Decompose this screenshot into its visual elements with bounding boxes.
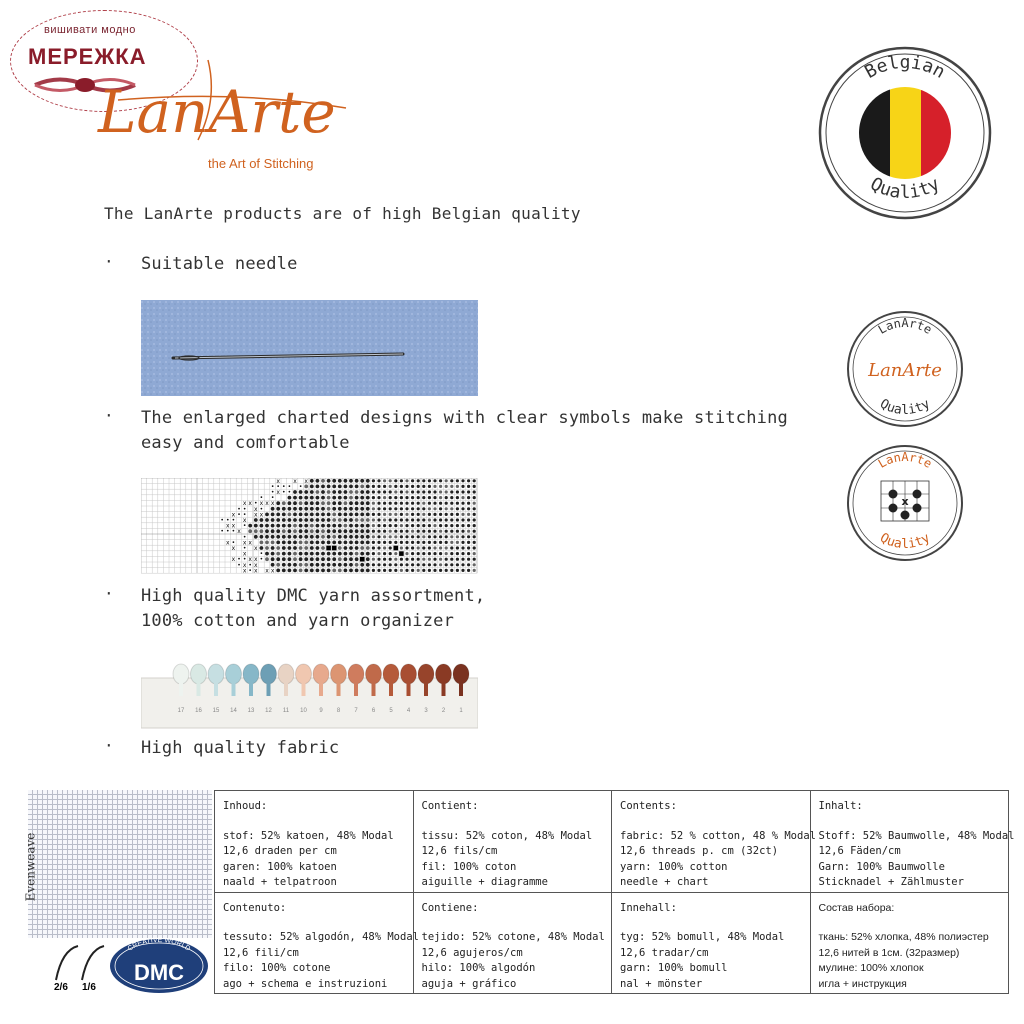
svg-text:x: x [242, 517, 247, 524]
cell-line: fil: 100% coton [421, 860, 517, 873]
cell-line: garn: 100% bomull [620, 962, 728, 974]
intro-heading: The LanArte products are of high Belgian quality [104, 204, 581, 223]
svg-text:•: • [220, 528, 224, 536]
svg-text:x: x [304, 478, 308, 485]
organizer-slot-number: 1 [459, 708, 463, 714]
svg-text:x: x [248, 556, 252, 564]
contents-cell-sv [612, 892, 811, 994]
svg-text:x: x [254, 567, 258, 575]
cell-line: yarn: 100% cotton [620, 860, 728, 873]
organizer-slot-number: 4 [406, 708, 411, 714]
merezhka-tagline: вишивати модно [44, 24, 136, 36]
badge-top-text: Belgian [861, 52, 949, 83]
organizer-slot-number: 3 [424, 708, 428, 714]
svg-text:x: x [276, 478, 280, 485]
contents-cell-nl [215, 791, 414, 893]
organizer-slot-number: 6 [371, 708, 376, 714]
bullet-3-text [141, 584, 485, 634]
bullet-marker: · [104, 584, 114, 603]
svg-text:x: x [242, 500, 247, 508]
cell-line: 12,6 threads p. cm (32ct) [620, 845, 779, 857]
svg-text:•: • [287, 489, 292, 496]
svg-text:•: • [226, 517, 230, 524]
dmc-name: DMC [133, 960, 185, 985]
lanarte-script: LanArte [98, 78, 336, 146]
cell-title: Состав набора: [818, 901, 895, 914]
svg-text:x: x [259, 511, 264, 519]
svg-text:•: • [242, 533, 247, 541]
svg-text:•: • [237, 561, 241, 569]
cell-title: Contents: [620, 800, 677, 812]
cell-line: nal + mönster [620, 977, 703, 990]
cell-title: Innehall: [620, 901, 677, 914]
svg-text:•: • [237, 505, 241, 513]
yarn-organizer-photo [141, 660, 478, 730]
bullet-marker: · [104, 406, 114, 425]
lanarte-chart-quality-stamp [846, 444, 964, 562]
svg-text:•: • [298, 483, 303, 491]
svg-text:•: • [242, 556, 247, 564]
svg-text:•: • [254, 500, 258, 508]
cell-line: aiguille + diagramme [421, 876, 548, 888]
svg-text:•: • [242, 505, 247, 513]
cell-line: tessuto: 52% algodón, 48% Modal [223, 931, 419, 943]
needle-size-icons [52, 940, 108, 992]
contents-cell-de [810, 791, 1015, 893]
svg-text:•: • [248, 567, 252, 575]
needle-size-label: 2/6 [54, 982, 68, 992]
cell-title: Contenuto: [223, 901, 287, 914]
evenweave-fabric-swatch [28, 790, 212, 938]
svg-text:•: • [270, 483, 275, 491]
table-row [215, 892, 1009, 994]
svg-text:x: x [254, 556, 258, 564]
belgian-quality-badge [818, 46, 992, 220]
cell-line: filo: 100% cotone [223, 962, 331, 974]
bullet-line: High quality DMC yarn assortment, [141, 586, 486, 606]
stamp-center-logo: LanArte [868, 360, 942, 381]
table-row [215, 791, 1009, 893]
needle-size-label: 1/6 [82, 982, 96, 992]
stamp-top-text: LanArte [875, 316, 935, 337]
cell-line: игла + инструкция [818, 977, 907, 990]
svg-text:x: x [237, 528, 241, 536]
cell-title: Contient: [421, 800, 479, 812]
bullet-2-text [141, 406, 788, 456]
lanarte-logo [88, 40, 358, 160]
cell-line: Garn: 100% Baumwolle [818, 860, 945, 873]
stitch-grid-icon [881, 481, 929, 521]
needle-icon [56, 946, 78, 980]
contents-cell-it [215, 892, 419, 994]
svg-text:•: • [231, 528, 236, 536]
bullet-4-text [141, 736, 339, 761]
svg-text:•: • [259, 550, 264, 558]
cell-line: Sticknadel + Zählmuster [818, 876, 964, 888]
dmc-logo [108, 932, 210, 994]
svg-text:x: x [242, 561, 247, 569]
svg-text:x: x [254, 561, 258, 569]
svg-text:x: x [242, 550, 247, 558]
svg-text:x: x [901, 495, 909, 508]
svg-text:x: x [265, 567, 269, 575]
svg-text:•: • [287, 483, 292, 491]
contents-table [214, 790, 1015, 994]
cell-line: aguja + gráfico [421, 977, 517, 990]
bullet-line: High quality fabric [141, 738, 340, 758]
svg-text:•: • [270, 494, 275, 502]
cell-title: Inhoud: [223, 800, 268, 812]
cell-line: Stoff: 52% Baumwolle, 48% Modal [818, 829, 1015, 842]
cell-line: 12,6 tradar/cm [620, 946, 709, 959]
needle-icon [82, 946, 104, 980]
cell-line: 12,6 Fäden/cm [818, 845, 901, 857]
svg-text:•: • [259, 505, 264, 513]
cell-line: tejido: 52% cotone, 48% Modal [421, 931, 605, 943]
cell-line: naald + telpatroon [223, 876, 337, 888]
svg-text:x: x [270, 567, 275, 575]
svg-text:•: • [276, 483, 280, 491]
svg-text:x: x [276, 489, 280, 496]
svg-text:•: • [282, 483, 286, 491]
svg-text:•: • [248, 561, 252, 569]
cross-stitch-chart-sample [141, 478, 481, 578]
svg-text:x: x [248, 500, 252, 508]
svg-text:•: • [220, 517, 224, 524]
organizer-slot-number: 16 [195, 708, 202, 714]
bullet-3 [104, 584, 114, 603]
organizer-slot-number: 15 [212, 708, 220, 714]
svg-text:x: x [231, 556, 236, 564]
organizer-slot-number: 7 [354, 708, 358, 714]
cell-line: 12,6 нитей в 1см. (32размер) [818, 946, 960, 959]
svg-text:x: x [231, 545, 236, 552]
svg-text:•: • [259, 494, 264, 502]
cell-line: ткань: 52% хлопка, 48% полиэстер [818, 931, 989, 943]
cell-line: 12,6 draden per cm [223, 845, 337, 857]
contents-cell-es [413, 892, 612, 994]
bullet-line: 100% cotton and yarn organizer [141, 611, 455, 631]
stamp-top-text: LanArte [875, 450, 935, 471]
svg-text:•: • [259, 556, 264, 564]
bullet-line: Suitable needle [141, 254, 298, 274]
svg-text:x: x [259, 500, 264, 508]
needle-photo [141, 300, 478, 396]
svg-text:•: • [242, 511, 247, 519]
dmc-ring-text: CREATIVE WORLD [126, 936, 192, 953]
svg-text:•: • [231, 517, 236, 524]
organizer-slot-number: 11 [282, 708, 290, 714]
bullet-2 [104, 406, 114, 425]
cell-line: garen: 100% katoen [223, 860, 337, 873]
stamp-bottom-text: Quality [877, 396, 933, 418]
contents-cell-ru [810, 892, 1009, 994]
cell-title: Contiene: [421, 901, 479, 914]
svg-text:x: x [254, 511, 258, 519]
organizer-slot-number: 12 [265, 708, 272, 714]
organizer-slot-number: 2 [441, 708, 446, 714]
organizer-slot-number: 14 [230, 708, 237, 714]
svg-text:x: x [231, 511, 236, 519]
belgian-flag [859, 87, 952, 179]
organizer-slot-number: 10 [300, 708, 307, 714]
bullet-marker: · [104, 252, 114, 271]
cell-line: ago + schema e instruzioni [223, 977, 388, 990]
badge-bottom-text: Quality [866, 173, 944, 203]
svg-text:•: • [282, 489, 286, 496]
svg-text:x: x [265, 500, 269, 508]
organizer-slot-number: 5 [389, 708, 393, 714]
svg-text:x: x [293, 478, 297, 485]
bullet-4 [104, 736, 114, 755]
lanarte-tagline: the Art of Stitching [208, 156, 314, 171]
svg-text:•: • [270, 489, 275, 496]
svg-text:•: • [226, 528, 230, 536]
contents-cell-en [612, 791, 816, 893]
svg-text:•: • [237, 556, 241, 564]
bullet-1 [104, 252, 114, 271]
stamp-bottom-text: Quality [877, 530, 933, 552]
fabric-type-label: Evenweave [23, 832, 38, 902]
cell-line: needle + chart [620, 876, 709, 888]
organizer-slot-number: 9 [319, 708, 323, 714]
svg-text:•: • [237, 511, 241, 519]
cell-line: stof: 52% katoen, 48% Modal [223, 829, 394, 842]
organizer-slot-number: 8 [336, 708, 341, 714]
svg-text:x: x [226, 522, 230, 530]
lanarte-quality-stamp [846, 310, 964, 428]
bullet-1-text [141, 252, 298, 277]
organizer-slot-number: 13 [247, 708, 255, 714]
svg-text:x: x [248, 539, 252, 547]
cell-line: tyg: 52% bomull, 48% Modal [620, 931, 785, 943]
svg-text:x: x [242, 539, 247, 547]
organizer-slot-number: 17 [177, 708, 185, 714]
svg-text:•: • [231, 539, 236, 547]
cell-line: 12,6 fils/cm [421, 845, 498, 857]
bullet-line: The enlarged charted designs with clear symbols make stitching [141, 408, 788, 428]
cell-line: fabric: 52 % cotton, 48 % Modal [620, 829, 816, 842]
bullet-marker: · [104, 736, 114, 755]
svg-text:x: x [226, 539, 230, 547]
cell-line: 12,6 agujeros/cm [421, 946, 523, 959]
svg-text:x: x [270, 500, 275, 508]
cell-line: 12,6 fili/cm [223, 946, 299, 959]
svg-text:x: x [231, 522, 236, 530]
cell-title: Inhalt: [818, 800, 863, 812]
svg-text:•: • [242, 522, 247, 530]
cell-line: tissu: 52% coton, 48% Modal [421, 829, 593, 842]
cell-line: hilo: 100% algodón [421, 962, 536, 974]
svg-text:x: x [254, 545, 258, 552]
contents-cell-fr [413, 791, 612, 893]
cell-line: мулине: 100% хлопок [818, 962, 924, 974]
svg-text:x: x [242, 567, 247, 575]
merezhka-brand-name: МЕРЕЖКА [28, 44, 147, 69]
bullet-line: easy and comfortable [141, 433, 350, 453]
svg-text:•: • [242, 545, 247, 552]
svg-text:x: x [254, 505, 258, 513]
